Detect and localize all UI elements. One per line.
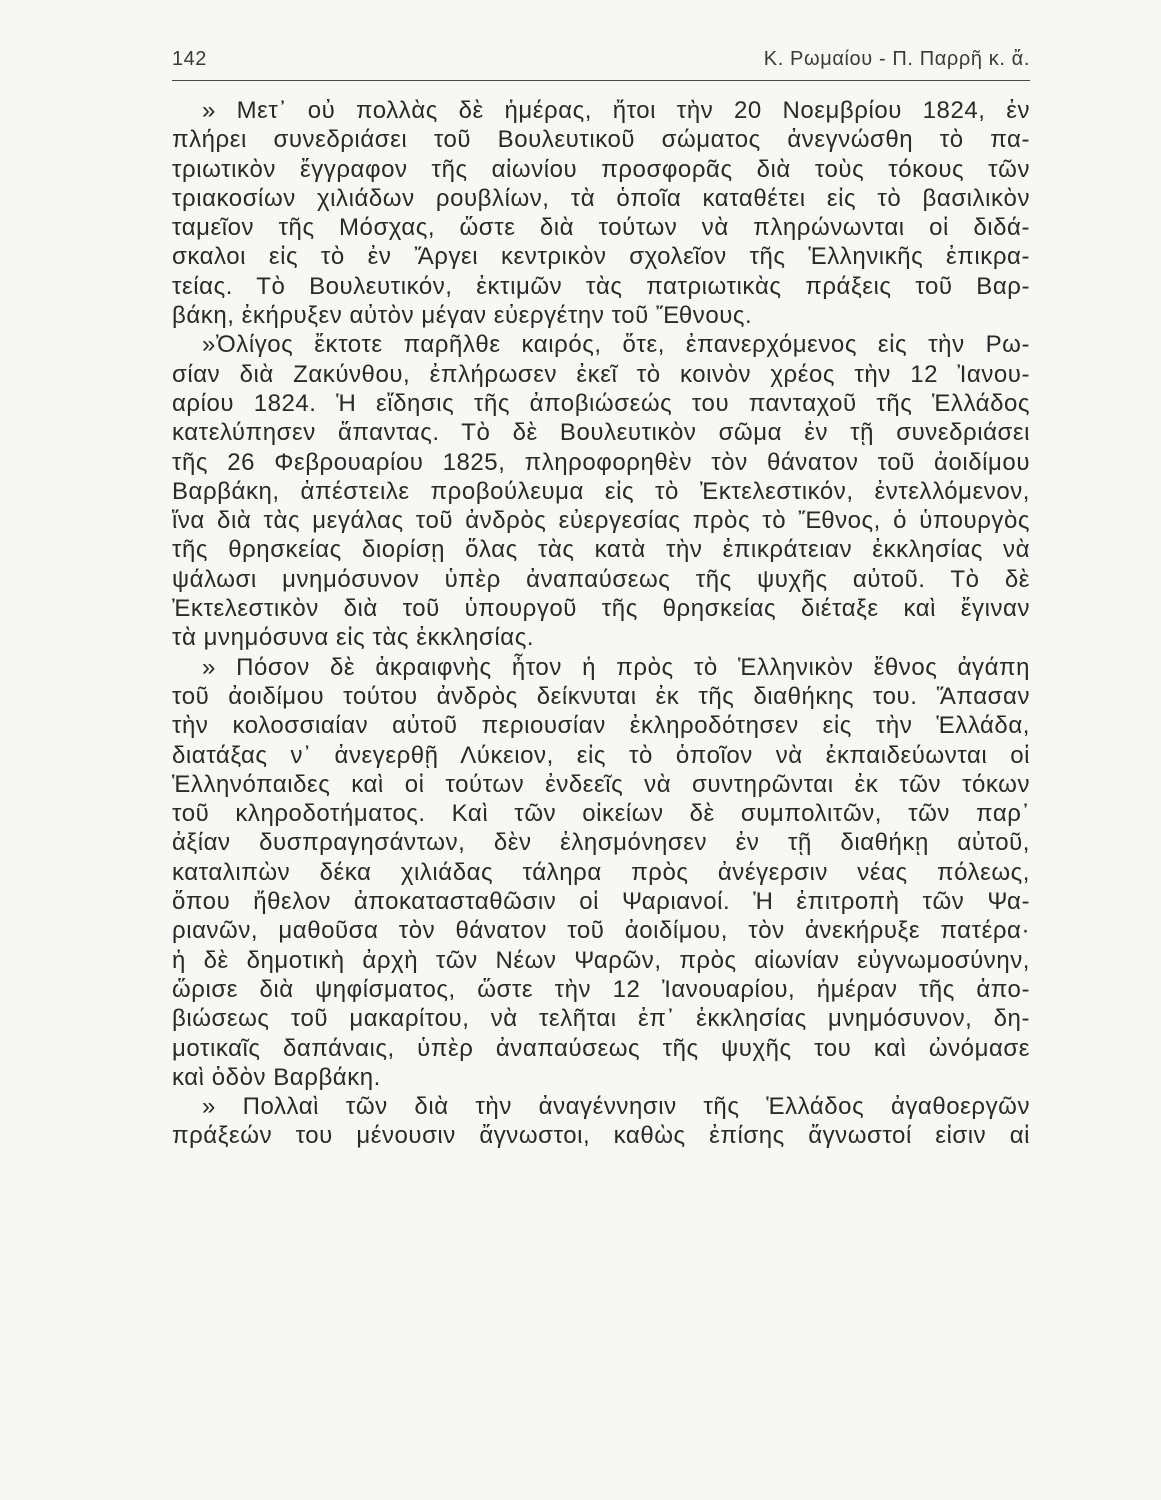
running-head: Κ. Ρωμαίου - Π. Παρρῆ κ. ἄ. bbox=[763, 48, 1030, 70]
text-line: διατάξας ν᾿ ἀνεγερθῇ Λύκειον, εἰς τὸ ὁποῖον νὰ ἐκπαιδεύωνται οἱ bbox=[172, 741, 1030, 769]
text-line: ἀξίαν δυσπραγησάντων, δὲν ἐλησμόνησεν ἐν τῇ διαθήκῃ αὐτοῦ, bbox=[172, 829, 1030, 857]
text-line: καταλιπὼν δέκα χιλιάδας τάληρα πρὸς ἀνέγερσιν νέας πόλεως, bbox=[172, 858, 1030, 886]
text-line: »Ὀλίγος ἔκτοτε παρῆλθε καιρός, ὅτε, ἐπανερχόμενος εἰς τὴν Ρω- bbox=[202, 331, 1030, 359]
text-line: βάκη, ἐκήρυξεν αὐτὸν μέγαν εὐεργέτην τοῦ Ἔθνους. bbox=[172, 302, 753, 330]
text-line: τριακοσίων χιλιάδων ρουβλίων, τὰ ὁποῖα καταθέτει εἰς τὸ βασιλικὸν bbox=[172, 184, 1030, 212]
text-line: τοῦ κληροδοτήματος. Καὶ τῶν οἰκείων δὲ συμπολιτῶν, τῶν παρ᾿ bbox=[172, 800, 1030, 828]
text-line: αρίου 1824. Ἡ εἴδησις τῆς ἀποβιώσεώς του πανταχοῦ τῆς Ἑλλάδος bbox=[172, 389, 1030, 417]
text-line: Βαρβάκη, ἀπέστειλε προβούλευμα εἰς τὸ Ἐκτελεστικόν, ἐντελλόμενον, bbox=[172, 477, 1030, 505]
text-line: τοῦ ἀοιδίμου τούτου ἀνδρὸς δείκνυται ἐκ τῆς διαθήκης του. Ἅπασαν bbox=[172, 682, 1030, 710]
text-line: σίαν διὰ Ζακύνθου, ἐπλήρωσεν ἐκεῖ τὸ κοινὸν χρέος τὴν 12 Ἰανου- bbox=[172, 360, 1030, 388]
text-line: βιώσεως τοῦ μακαρίτου, νὰ τελῆται ἐπ᾿ ἐκκλησίας μνημόσυνον, δη- bbox=[172, 1005, 1030, 1033]
text-line: τῆς 26 Φεβρουαρίου 1825, πληροφορηθὲν τὸν θάνατον τοῦ ἀοιδίμου bbox=[172, 448, 1030, 476]
text-line: ἵνα διὰ τὰς μεγάλας τοῦ ἀνδρὸς εὐεργεσίας πρὸς τὸ Ἔθνος, ὁ ὑπουργὸς bbox=[172, 507, 1030, 535]
text-line: τὰ μνημόσυνα εἰς τὰς ἐκκλησίας. bbox=[172, 624, 535, 652]
text-line: ριανῶν, μαθοῦσα τὸν θάνατον τοῦ ἀοιδίμου, τὸν ἀνεκήρυξε πατέρα· bbox=[172, 917, 1030, 945]
text-line: μοτικαῖς δαπάναις, ὑπὲρ ἀναπαύσεως τῆς ψυχῆς του καὶ ὠνόμασε bbox=[172, 1034, 1030, 1062]
text-line: τὴν κολοσσιαίαν αὐτοῦ περιουσίαν ἐκληροδότησεν εἰς τὴν Ἑλλάδα, bbox=[172, 712, 1030, 740]
text-line: πλήρει συνεδριάσει τοῦ Βουλευτικοῦ σώματος ἀνεγνώσθη τὸ πα- bbox=[172, 126, 1030, 154]
text-line: καὶ ὁδὸν Βαρβάκη. bbox=[172, 1063, 381, 1091]
text-line: » Πολλαὶ τῶν διὰ τὴν ἀναγέννησιν τῆς Ἑλλάδος ἀγαθοεργῶν bbox=[202, 1093, 1030, 1121]
text-line: ἡ δὲ δημοτικὴ ἀρχὴ τῶν Νέων Ψαρῶν, πρὸς αἰωνίαν εὐγνωμοσύνην, bbox=[172, 946, 1030, 974]
page-header bbox=[172, 48, 1030, 81]
text-line: τείας. Τὸ Βουλευτικόν, ἐκτιμῶν τὰς πατριωτικὰς πράξεις τοῦ Βαρ- bbox=[172, 272, 1030, 300]
text-line: τῆς θρησκείας διορίσῃ ὅλας τὰς κατὰ τὴν ἐπικράτειαν ἐκκλησίας νὰ bbox=[172, 536, 1030, 564]
text-line: κατελύπησεν ἅπαντας. Τὸ δὲ Βουλευτικὸν σῶμα ἐν τῇ συνεδριάσει bbox=[172, 419, 1030, 447]
text-line: πράξεών του μένουσιν ἄγνωστοι, καθὼς ἐπίσης ἄγνωστοί εἰσιν αἱ bbox=[172, 1122, 1030, 1150]
text-line: ψάλωσι μνημόσυνον ὑπὲρ ἀναπαύσεως τῆς ψυχῆς αὐτοῦ. Τὸ δὲ bbox=[172, 565, 1030, 593]
page-number: 142 bbox=[172, 48, 207, 70]
body-text bbox=[172, 96, 1030, 1436]
text-line: ταμεῖον τῆς Μόσχας, ὥστε διὰ τούτων νὰ πληρώνωνται οἱ διδά- bbox=[172, 214, 1030, 242]
text-line: » Μετ᾿ οὐ πολλὰς δὲ ἡμέρας, ἤτοι τὴν 20 Νοεμβρίου 1824, ἐν bbox=[202, 97, 1030, 124]
text-line: Ἑλληνόπαιδες καὶ οἱ τούτων ἐνδεεῖς νὰ συντηρῶνται ἐκ τῶν τόκων bbox=[172, 770, 1030, 798]
text-line: ὥρισε διὰ ψηφίσματος, ὥστε τὴν 12 Ἰανουαρίου, ἡμέραν τῆς ἀπο- bbox=[172, 975, 1030, 1003]
text-line: τριωτικὸν ἔγγραφον τῆς αἰωνίου προσφορᾶς διὰ τοὺς τόκους τῶν bbox=[172, 155, 1030, 183]
text-line: σκαλοι εἰς τὸ ἐν Ἄργει κεντρικὸν σχολεῖον τῆς Ἑλληνικῆς ἐπικρα- bbox=[172, 243, 1030, 271]
text-line: ὅπου ἤθελον ἀποκατασταθῶσιν οἱ Ψαριανοί. Ἡ ἐπιτροπὴ τῶν Ψα- bbox=[172, 888, 1030, 916]
text-line: Ἐκτελεστικὸν διὰ τοῦ ὑπουργοῦ τῆς θρησκείας διέταξε καὶ ἔγιναν bbox=[172, 595, 1030, 623]
text-line: » Πόσον δὲ ἀκραιφνὴς ἦτον ἡ πρὸς τὸ Ἑλληνικὸν ἔθνος ἀγάπη bbox=[202, 653, 1030, 681]
